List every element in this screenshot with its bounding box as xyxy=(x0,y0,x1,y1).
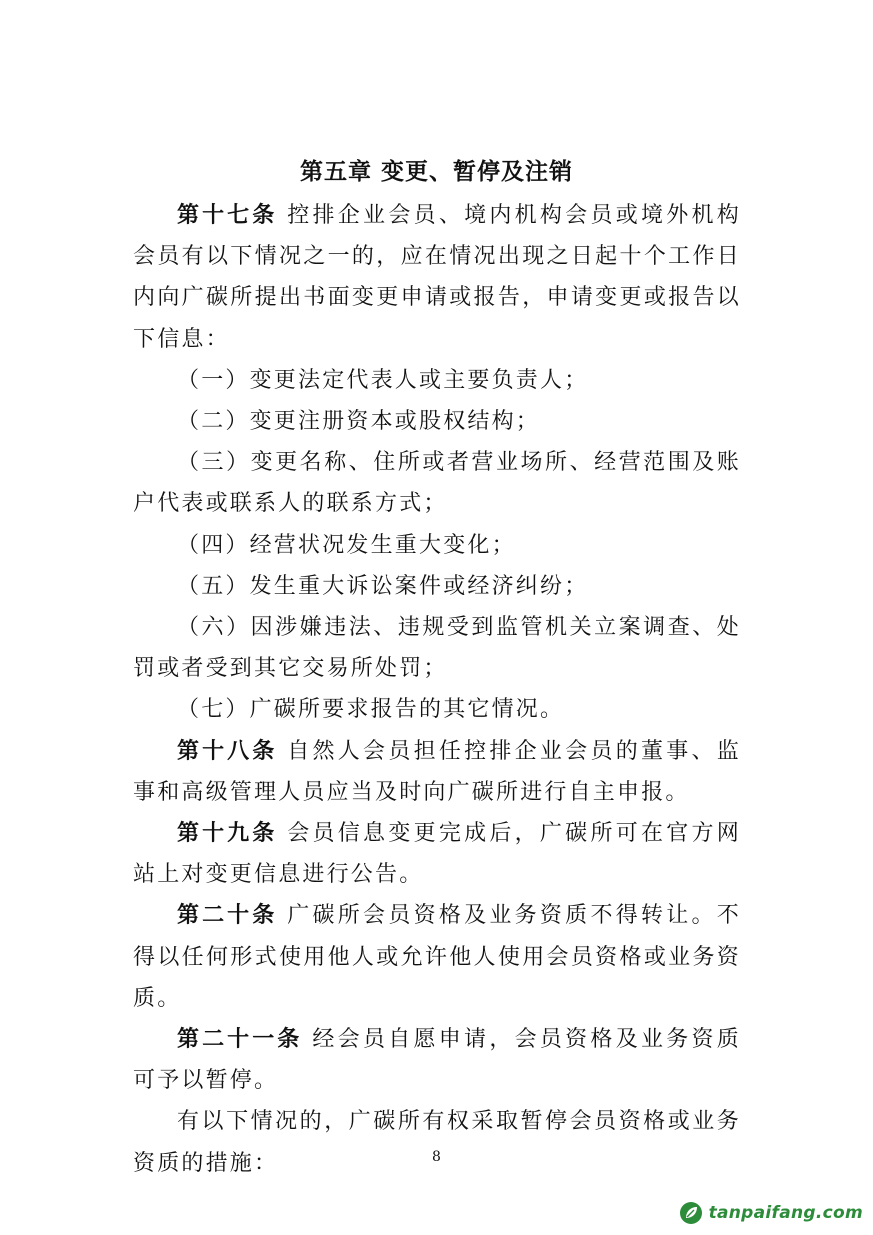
article-label: 第二十条 xyxy=(177,903,278,929)
watermark-text: tanpaifang.com xyxy=(708,1203,863,1223)
list-item-text: （一）变更法定代表人或主要负责人； xyxy=(177,367,589,393)
list-item xyxy=(133,689,741,730)
article-label: 第十九条 xyxy=(177,821,278,847)
paragraph-text: 有以下情况的，广碳所有权采取暂停会员资格或业务资质的措施： xyxy=(133,1109,741,1176)
list-item-text: （六）因涉嫌违法、违规受到监管机关立案调查、处罚或者受到其它交易所处罚； xyxy=(133,615,741,682)
watermark xyxy=(679,1199,863,1227)
chapter-title: 第五章 变更、暂停及注销 xyxy=(299,159,573,185)
article-text: 广碳所会员资格及业务资质不得转让。不得以任何形式使用他人或允许他人使用会员资格或业务资质。 xyxy=(133,903,741,1011)
list-item-text: （七）广碳所要求报告的其它情况。 xyxy=(177,697,565,723)
list-item xyxy=(133,442,741,524)
article-paragraph xyxy=(133,195,741,360)
list-item xyxy=(133,525,741,566)
body-text xyxy=(133,195,741,1184)
article-paragraph xyxy=(133,813,741,895)
article-paragraph xyxy=(133,731,741,813)
article-text: 控排企业会员、境内机构会员或境外机构会员有以下情况之一的，应在情况出现之日起十个工作日内向广碳所提出书面变更申请或报告，申请变更或报告以下信息： xyxy=(133,203,741,352)
page-number: 8 xyxy=(432,1149,441,1165)
list-item xyxy=(133,566,741,607)
article-text: 经会员自愿申请，会员资格及业务资质可予以暂停。 xyxy=(133,1027,741,1094)
list-item xyxy=(133,401,741,442)
list-item-text: （四）经营状况发生重大变化； xyxy=(177,532,516,558)
list-item xyxy=(133,360,741,401)
list-item xyxy=(133,607,741,689)
article-paragraph xyxy=(133,895,741,1019)
article-paragraph xyxy=(133,1019,741,1101)
article-label: 第二十一条 xyxy=(177,1027,303,1053)
paragraph xyxy=(133,1101,741,1183)
list-item-text: （三）变更名称、住所或者营业场所、经营范围及账户代表或联系人的联系方式； xyxy=(133,450,741,517)
list-item-text: （二）变更注册资本或股权结构； xyxy=(177,409,541,435)
article-label: 第十八条 xyxy=(177,738,278,764)
leaf-logo-icon xyxy=(679,1201,703,1225)
article-label: 第十七条 xyxy=(177,203,278,228)
article-text: 会员信息变更完成后，广碳所可在官方网站上对变更信息进行公告。 xyxy=(133,821,741,888)
article-text: 自然人会员担任控排企业会员的董事、监事和高级管理人员应当及时向广碳所进行自主申报。 xyxy=(133,738,741,805)
list-item-text: （五）发生重大诉讼案件或经济纠纷； xyxy=(177,573,589,599)
